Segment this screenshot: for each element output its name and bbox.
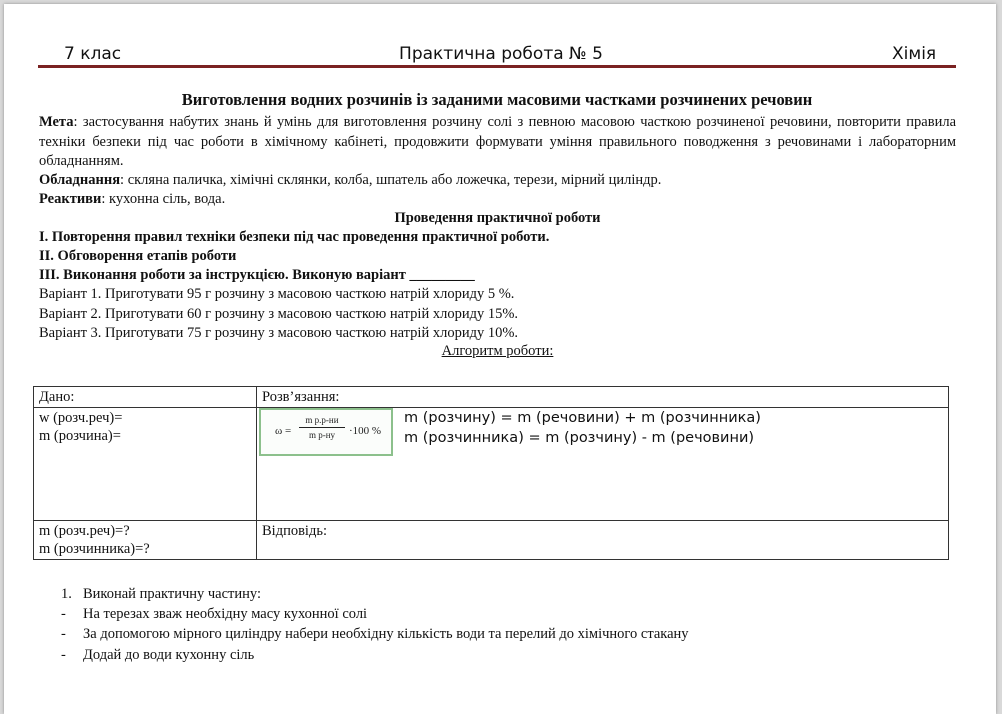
step-3: ІІІ. Виконання роботи за інструкцією. Виконую варіант _________ [39, 267, 475, 283]
mass-fraction-formula [259, 408, 393, 456]
variant-2: Варіант 2. Приготувати 60 г розчину з масовою часткою натрій хлориду 15%. [39, 306, 519, 322]
goal-paragraph [39, 113, 956, 172]
given-header-cell: Дано: [34, 387, 257, 408]
list-text: Додай до води кухонну сіль [83, 647, 255, 663]
given-cell [34, 408, 257, 521]
answer-cell: Відповідь: [257, 521, 949, 560]
list-text: За допомогою мірного циліндру набери необхідну кількість води та перелий до хімічного стакану [83, 626, 689, 642]
instruction-numbered [61, 584, 261, 604]
equipment-text: : скляна паличка, хімічні склянки, колба, шпатель або ложечка, терези, мірний циліндр. [120, 172, 662, 188]
find-line: m (розчинника)=? [39, 541, 150, 557]
list-marker: - [61, 647, 66, 663]
formula-numerator: m р.р-ни [305, 415, 339, 425]
header-work-title: Практична робота № 5 [399, 44, 603, 64]
given-line: w (розч.реч)= [39, 410, 123, 426]
header-grade: 7 клас [64, 44, 122, 64]
header-rule [38, 65, 956, 68]
variant-3: Варіант 3. Приготувати 75 г розчину з масовою часткою натрій хлориду 10%. [39, 325, 519, 341]
list-text: Виконай практичну частину: [83, 586, 262, 602]
variant-1: Варіант 1. Приготувати 95 г розчину з масовою часткою натрій хлориду 5 %. [39, 286, 515, 302]
find-line: m (розч.реч)=? [39, 523, 130, 539]
instruction-bullet [61, 604, 367, 624]
algorithm-title: Алгоритм роботи: [441, 343, 554, 359]
formula-suffix: ·100 % [349, 425, 382, 437]
instruction-bullet [61, 645, 254, 665]
goal-label: Мета [39, 114, 74, 130]
equipment-paragraph [39, 171, 956, 191]
equipment-label: Обладнання [39, 172, 121, 188]
equation-solvent-mass: m (розчинника) = m (розчину) - m (речовини) [404, 430, 755, 446]
instruction-bullet [61, 624, 689, 644]
fraction-line [299, 427, 345, 428]
procedure-title: Проведення практичної роботи [394, 210, 601, 226]
list-marker: 1. [61, 586, 72, 602]
list-marker: - [61, 626, 66, 642]
reagents-text: : кухонна сіль, вода. [101, 191, 226, 207]
formula-fraction [299, 415, 345, 440]
list-marker: - [61, 606, 66, 622]
reagents-label: Реактиви [39, 191, 102, 207]
goal-text: : застосування набутих знань й умінь для виготовлення розчину солі з певною масовою часткою розчиненої речовини, повторити правила техніки безпеки під час роботи в хімічному кабінеті, продовжити формувати уміння правильного поводження з речовинами і лабораторним обладнанням. [39, 114, 956, 169]
step-1: І. Повторення правил техніки безпеки під час проведення практичної роботи. [39, 229, 550, 245]
find-cell [34, 521, 257, 560]
list-text: На терезах зваж необхідну масу кухонної солі [83, 606, 368, 622]
solution-header-cell: Розв’язання: [257, 387, 949, 408]
equation-solution-mass: m (розчину) = m (речовини) + m (розчинника) [404, 410, 761, 426]
formula-symbol: ω = [275, 425, 292, 437]
document-title: Виготовлення водних розчинів із заданими масовими частками розчинених речовин [181, 90, 813, 109]
reagents-paragraph [39, 190, 956, 210]
step-2: ІІ. Обговорення етапів роботи [39, 248, 237, 264]
given-line: m (розчина)= [39, 428, 121, 444]
formula-denominator: m р-ну [308, 430, 336, 440]
header-subject: Хімія [892, 44, 937, 64]
